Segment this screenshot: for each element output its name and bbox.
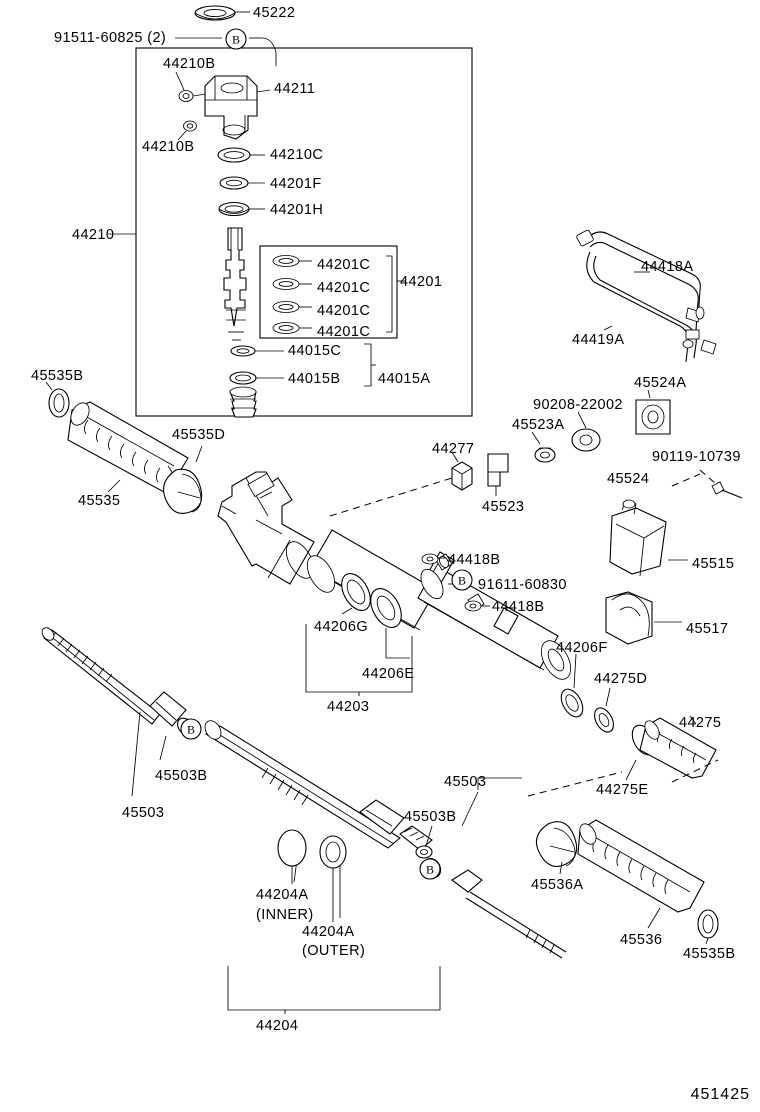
part-label-44275: 44275 bbox=[679, 715, 722, 731]
part-label-91511-60825: 91511-60825 (2) bbox=[54, 30, 167, 46]
part-label-44015b: 44015B bbox=[288, 371, 341, 387]
part-label-44201c-2: 44201C bbox=[317, 280, 371, 296]
part-label-44201h: 44201H bbox=[270, 202, 324, 218]
part-label-44210c: 44210C bbox=[270, 147, 324, 163]
part-label-45535b-right: 45535B bbox=[683, 946, 736, 962]
part-label-45524a: 45524A bbox=[634, 375, 687, 391]
part-label-44275d: 44275D bbox=[594, 671, 648, 687]
part-label-44418b-top: 44418B bbox=[448, 552, 501, 568]
part-label-44211: 44211 bbox=[274, 81, 316, 97]
svg-text:B: B bbox=[457, 573, 467, 588]
part-label-45503-left: 45503 bbox=[122, 805, 165, 821]
part-label-45523: 45523 bbox=[482, 499, 525, 515]
part-label-44277: 44277 bbox=[432, 441, 475, 457]
part-label-44419a: 44419A bbox=[572, 332, 625, 348]
part-label-45222: 45222 bbox=[253, 5, 296, 21]
part-label-44206g: 44206G bbox=[314, 619, 368, 635]
part-label-44201c-4: 44201C bbox=[317, 324, 371, 340]
part-label-44418a: 44418A bbox=[641, 259, 694, 275]
sheet-code: 451425 bbox=[690, 1086, 750, 1103]
part-label-44418b-lower: 44418B bbox=[492, 599, 545, 615]
part-label-45515: 45515 bbox=[692, 556, 735, 572]
part-label-44201: 44201 bbox=[400, 274, 443, 290]
part-label-45536: 45536 bbox=[620, 932, 663, 948]
part-label-44210b-top: 44210B bbox=[163, 56, 216, 72]
part-label-44015c: 44015C bbox=[288, 343, 342, 359]
part-label-44210b-lower: 44210B bbox=[142, 139, 195, 155]
part-label-44015a: 44015A bbox=[378, 371, 431, 387]
part-label-45536a: 45536A bbox=[531, 877, 584, 893]
part-label-45523a: 45523A bbox=[512, 417, 565, 433]
part-label-44201c-3: 44201C bbox=[317, 303, 371, 319]
part-label-45524: 45524 bbox=[607, 471, 650, 487]
part-label-90119-10739: 90119-10739 bbox=[652, 449, 741, 465]
bolt-marker-b-top bbox=[226, 29, 246, 49]
part-label-44204: 44204 bbox=[256, 1018, 299, 1034]
svg-text:B: B bbox=[231, 32, 241, 47]
part-label-44201f: 44201F bbox=[270, 176, 322, 192]
bolt-marker-b-left bbox=[181, 719, 201, 739]
part-label-45503-right: 45503 bbox=[444, 774, 487, 790]
part-label-44204a-outer-note: (OUTER) bbox=[302, 943, 366, 959]
part-label-91611-60830: 91611-60830 bbox=[478, 577, 567, 593]
part-label-44204a-inner-note: (INNER) bbox=[256, 907, 314, 923]
part-label-44204a-outer: 44204A bbox=[302, 924, 355, 940]
svg-text:B: B bbox=[425, 862, 435, 877]
svg-text:B: B bbox=[186, 722, 196, 737]
part-label-45503b-left: 45503B bbox=[155, 768, 208, 784]
part-label-90208-22002: 90208-22002 bbox=[533, 397, 623, 413]
part-label-45535d: 45535D bbox=[172, 427, 226, 443]
bolt-marker-b-lower bbox=[420, 859, 440, 879]
part-label-45535: 45535 bbox=[78, 493, 121, 509]
part-label-45517: 45517 bbox=[686, 621, 729, 637]
part-label-45503b-right: 45503B bbox=[404, 809, 457, 825]
part-label-44203: 44203 bbox=[327, 699, 370, 715]
bolt-marker-b-mid bbox=[452, 570, 472, 590]
part-label-44210: 44210 bbox=[72, 227, 115, 243]
part-label-44206e: 44206E bbox=[362, 666, 415, 682]
part-label-44206f: 44206F bbox=[556, 640, 608, 656]
part-label-45535b-left: 45535B bbox=[31, 368, 84, 384]
part-label-44201c-1: 44201C bbox=[317, 257, 371, 273]
part-label-44204a-inner: 44204A bbox=[256, 887, 309, 903]
part-label-44275e: 44275E bbox=[596, 782, 649, 798]
